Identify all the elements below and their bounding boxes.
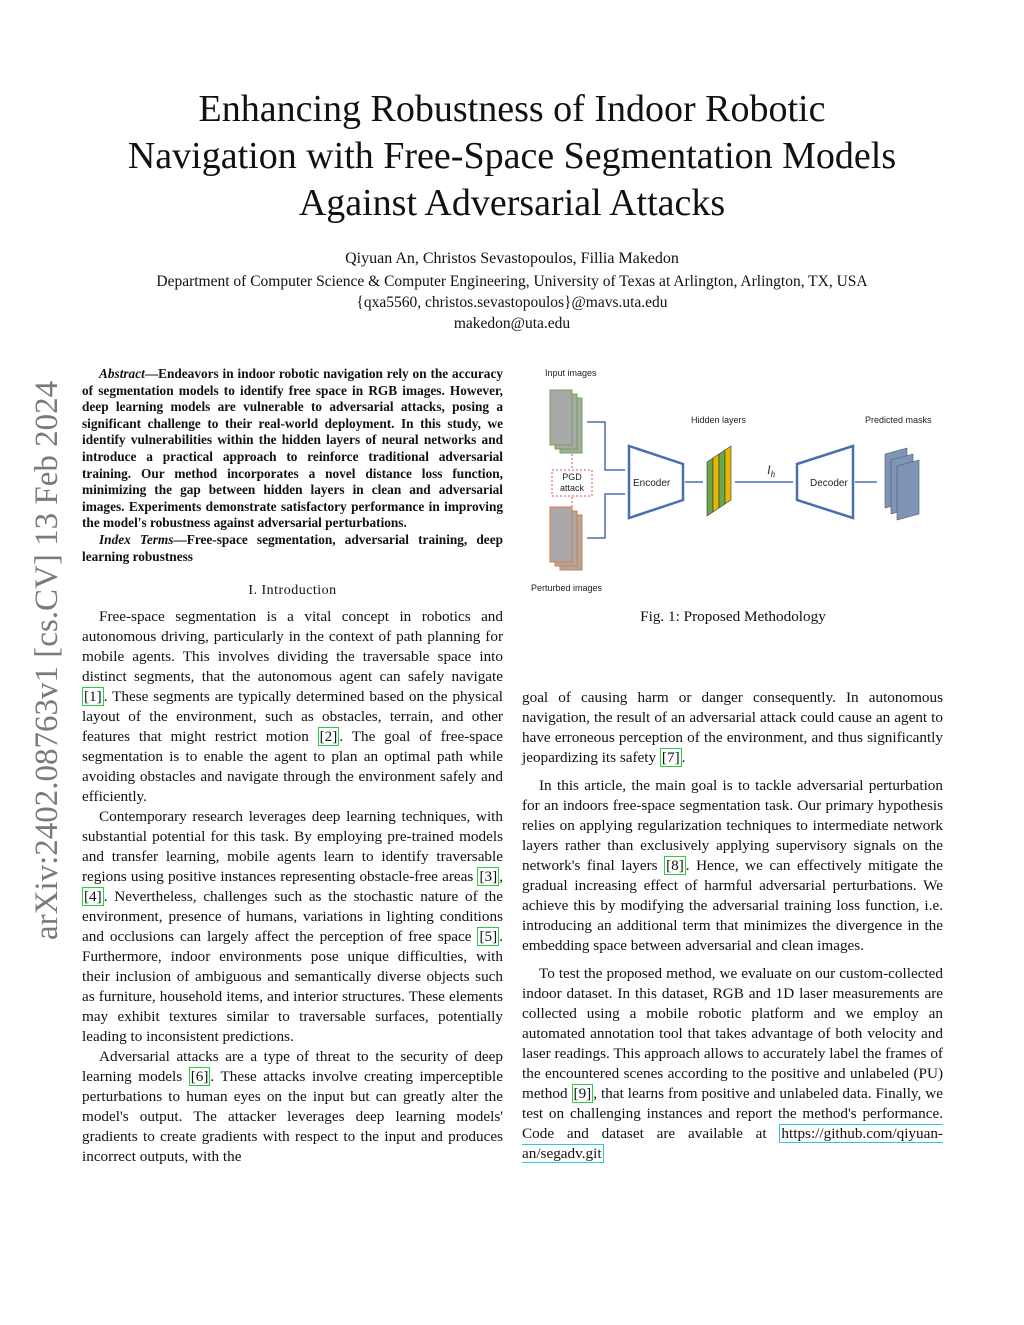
- citation-link[interactable]: [3]: [479, 868, 498, 886]
- authors: Qiyuan An, Christos Sevastopoulos, Fillia Makedon: [345, 250, 679, 267]
- abstract-label: Abstract: [99, 366, 145, 381]
- abstract-text: —Endeavors in indoor robotic navigation rely on the accuracy of segmentation models to identify free space in RGB images. However, deep learning models are vulnerable to adversarial attacks, posing a significant challenge to their real-world deployment. In this study, we identify vulnerabilities within the hidden layers of neural networks and introduce a practical approach to reinforce traditional adversarial training. Our method incorporates a novel distance loss function, minimizing the gap between hidden layers in clean and adversarial images. Experiments demonstrate satisfactory performance in improving the model's robustness against adversarial perturbations.: [82, 366, 503, 531]
- citation-link[interactable]: [8]: [666, 857, 684, 874]
- perturbed-images-stack: [550, 507, 582, 570]
- index-terms-text: —Free-space segmentation, adversarial training, deep learning robustness: [82, 531, 503, 564]
- citation-link[interactable]: [4]: [84, 888, 102, 906]
- loss-label: $l_h$: [767, 462, 776, 479]
- title-line-1: Enhancing Robustness of Indoor Robotic: [198, 88, 826, 130]
- citation-link[interactable]: [7]: [661, 749, 680, 766]
- right-column: [522, 688, 943, 1164]
- title-line-2: Navigation with Free-Space Segmentation Models: [127, 135, 897, 177]
- citation-link[interactable]: [5]: [479, 928, 498, 946]
- paper-title: [60, 86, 964, 227]
- perturbed-images-label: Perturbed images: [531, 583, 603, 593]
- left-column: [82, 366, 503, 1167]
- hidden-layers-label: Hidden layers: [691, 415, 747, 425]
- index-terms-label: Index Terms: [99, 531, 174, 547]
- affiliation: Department of Computer Science & Computer Engineering, University of Texas at Arlington, Arlington, TX, USA: [156, 273, 868, 290]
- github-link[interactable]: https://github.com/qiyuan-an/segadv.git: [522, 1125, 943, 1162]
- right-paragraph-2: In this article, the main goal is to tackle adversarial perturbation for an indoors free-space segmentation task. Our primary hypothesis relies on applying regularization techniques to intermediate network layers rather than exclusively applying supervisory signals on the network's final layers [8] . Hence, we can effectively mitigate the gradual increasing effect of harmful adversarial perturbations. We achieve this by modifying the adversarial training loss function, i.e. introducing an additional term that minimizes the divergence in the embedding space between adversarial and clean images.: [522, 777, 943, 954]
- right-paragraph-3: To test the proposed method, we evaluate on our custom-collected indoor dataset. In this dataset, RGB and 1D laser measurements are collected using a mobile robotic platform and we employ an automated annotation tool that takes advantage of both velocity and laser readings. This approach allows to accurately label the frames of the encountered scenes according to the positive and unlabeled (PU) method [9] , that learns from positive and unlabeled data. Finally, we test on challenging instances and report the method's performance. Code and dataset are available at https://github.com/qiyuan-an/segadv.git: [522, 965, 943, 1162]
- attack-label: attack: [559, 483, 585, 493]
- citation-link[interactable]: [2]: [319, 728, 338, 746]
- input-images-label: Input images: [545, 368, 597, 378]
- email-1: {qxa5560, christos.sevastopoulos}@mavs.uta.edu: [356, 294, 668, 311]
- predicted-masks-label: Predicted masks: [865, 415, 932, 425]
- encoder-label: Encoder: [633, 478, 671, 489]
- input-images-stack: [550, 390, 582, 453]
- arxiv-id: arXiv:2402.08763v1 [cs.CV] 13 Feb 2024: [29, 380, 65, 940]
- intro-paragraph-1: Free-space segmentation is a vital concept in robotics and autonomous driving, particularly in the context of path planning for mobile agents. This involves dividing the traversable space into distinct segments, that the autonomous agent can safely navigate [1] . These segments are typically determined based on the physical layout of the environment, such as obstacles, terrain, and other features that might restrict motion [2] . The goal of free-space segmentation is to enable the agent to plan an optimal path while avoiding obstacles and navigate through the environment safely and efficiently.: [82, 608, 503, 806]
- intro-paragraph-3: Adversarial attacks are a type of threat to the security of deep learning models [6] . These attacks involve creating imperceptible perturbations to human eyes on the input but can greatly alter the model's output. The attacker leverages deep learning models' gradients to create gradients with respect to the input and produces incorrect outputs, with the: [82, 1048, 503, 1166]
- right-paragraph-1: goal of causing harm or danger consequently. In autonomous navigation, the result of an adversarial attack could cause an agent to have erroneous perception of the environment, and thus significantly jeopardizing its safety [7] .: [522, 689, 943, 766]
- citation-link[interactable]: [1]: [84, 688, 102, 706]
- decoder-label: Decoder: [810, 478, 848, 489]
- predicted-masks-stack: [885, 448, 919, 520]
- hidden-layers-stack: [707, 446, 731, 516]
- abstract: [82, 366, 503, 565]
- citation-link[interactable]: [6]: [190, 1068, 209, 1086]
- pgd-label: PGD: [562, 472, 582, 482]
- title-line-3: Against Adversarial Attacks: [298, 182, 726, 224]
- citation-link[interactable]: [9]: [573, 1085, 592, 1102]
- figure-caption: Fig. 1: Proposed Methodology: [640, 608, 826, 625]
- email-2: makedon@uta.edu: [453, 315, 571, 332]
- intro-paragraph-2: Contemporary research leverages deep learning techniques, with substantial potential for this task. By employing pre-trained models and transfer learning, mobile agents learn to identify traversable regions using positive instances representing obstacle-free areas [3] , [4] . Nevertheless, challenges such as the stochastic nature of the environment, presence of humans, variations in lighting conditions and occlusions can largely affect the perception of free space [5] . Furthermore, indoor environments pose unique difficulties, with their inclusion of ambiguous and semantically diverse objects such as furniture, household items, and interior structures. These elements may exhibit textures similar to traversable surfaces, potentially leading to inconsistent predictions.: [82, 808, 503, 1046]
- section-heading-introduction: I. Introduction: [248, 583, 337, 599]
- figure-methodology: [523, 362, 943, 602]
- affiliation-block: [60, 271, 964, 334]
